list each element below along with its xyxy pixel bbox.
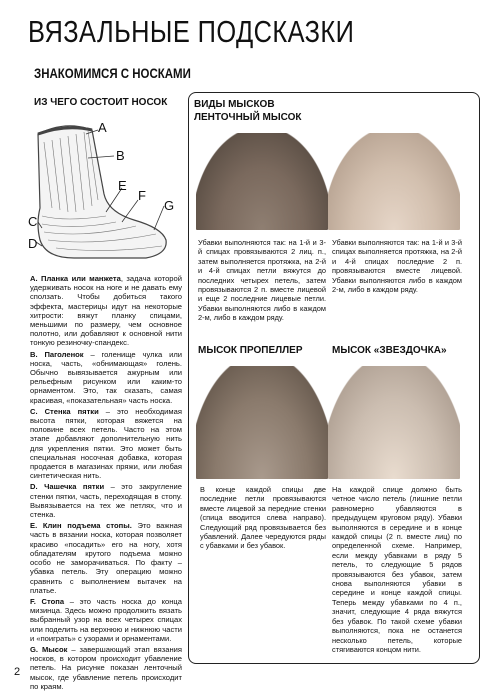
ribbon-toe-title: ЛЕНТОЧНЫЙ МЫСОК <box>194 112 302 123</box>
ribbon-toe-text-b: Убавки выполняются так: на 1-й и 3-й спицах выполняется протяжка, на 2-й и 4-й спицах последние 2 п. провязываются вместе лицевой. Убавки выполняются либо в каждом 2-м, либо в каждом ряду. <box>332 238 462 295</box>
diagram-label-e: E <box>118 178 127 193</box>
diagram-label-f: F <box>138 188 146 203</box>
part-d-paragraph: D. Чашечка пятки – это закругление стенки пятки, часть, переходящая в стопу. Вывязывается на тех же петлях, что и стенка. <box>30 482 182 520</box>
star-toe-text: На каждой спице должно быть четное число петель (лишние петли равномерно убавляются в предыдущем круговом ряду). Убавки выполняются в середине и в конце каждой спицы (2 п. вместе лиц) по определенной схеме. Например, если между убавками в ряду 5 петель, то следующие 5 рядов провязываются без убавок, затем снова выполняются убавки в середине и конце каждой спицы. Теперь между убавками по 4 п., значит, следующие 4 ряда вяжутся без убавок. По такой схеме убавки выполняются, пока не останется несколько петель, которые стягиваются концом нити. <box>332 485 462 654</box>
diagram-label-b: B <box>116 148 125 163</box>
part-c-paragraph: C. Стенка пятки – это необходимая высота пятки, которая вяжется на половине всех петель. Часто на этом этапе добавляют дополнительную нить для укрепления пятки. Это может быть специальная носочная добавка, которая продается в магазинах пряжи, или любая синтетическая нить. <box>30 406 182 481</box>
part-f-paragraph: F. Стопа – это часть носка до конца мизинца. Здесь можно продолжить вязать выбранный узор на всех четырех спицах или поделить на верхнюю и нижнюю части и «поиграть» с узорами и орнаментами. <box>30 596 182 643</box>
ribbon-toe-photo-light <box>328 133 460 230</box>
ribbon-toe-photo-dark <box>196 133 328 230</box>
toe-types-heading: ВИДЫ МЫСКОВ <box>194 99 275 110</box>
part-a-paragraph: A. Планка или манжета, задача которой удерживать носок на ноге и не давать ему сползать. Чтобы добиться такого эффекта, мастерицы идут на некоторые хитрости: вяжут планку спицами, меньшими по размеру, чем основное полотно, или добавляют к основной нити тонкую резиночку-спандекс. <box>30 274 182 348</box>
part-g-paragraph: G. Мысок – завершающий этап вязания носков, в котором происходит убавление петель. На рисунке показан ленточный мысок, где убавление петель происходит по краям. <box>30 644 182 691</box>
diagram-label-g: G <box>164 198 175 213</box>
diagram-label-c: C <box>28 214 38 229</box>
sock-parts-heading: ИЗ ЧЕГО СОСТОИТ НОСОК <box>34 97 168 108</box>
star-toe-photo <box>328 366 460 479</box>
sock-parts-description <box>30 274 182 693</box>
part-e-paragraph: E. Клин подъема стопы. Это важная часть в вязании носка, которая позволяет красиво «посадить» его на ногу, хотя обладателям крутого подъема можно особо не заморачиваться. По факту – убавка петель. Эту операцию можно сравнить с выполнением вытачек на платье. <box>30 521 183 595</box>
propeller-toe-title: МЫСОК ПРОПЕЛЛЕР <box>198 345 303 356</box>
section-subtitle: ЗНАКОМИМСЯ С НОСКАМИ <box>34 66 191 81</box>
ribbon-toe-text-a: Убавки выполняются так: на 1-й и 3-й спицах провязываются 2 лиц. п., затем выполняется протяжка, на 2-й и 4-й спицах петли вяжутся до последних четырех петель, затем провязываются 2 п. вместе лицевой и еще 2 последние лицевые петли. Убавки выполняются либо в каждом 2-м, либо в каждом ряду. <box>198 238 326 323</box>
page-title: ВЯЗАЛЬНЫЕ ПОДСКАЗКИ <box>28 14 355 49</box>
star-toe-title: МЫСОК «ЗВЕЗДОЧКА» <box>332 345 447 356</box>
page-number: 2 <box>14 666 21 678</box>
propeller-toe-photo <box>196 366 328 479</box>
propeller-toe-text: В конце каждой спицы две последние петли провязываются вместе лицевой за передние стенки (спица вводится слева направо). Следующий ряд провязывается без убавлений. Далее чередуются ряды с убавками и без убавок. <box>200 485 326 551</box>
diagram-label-a: A <box>98 120 107 135</box>
part-b-paragraph: B. Паголенок – голенище чулка или носка, часть, «обнимающая» голень. Обычно вывязывается ажурным или рельефным рисунком или каким-то орнаментом. Это, так сказать, самая красивая, «показательная» часть носка. <box>30 349 182 405</box>
diagram-label-d: D <box>28 236 38 251</box>
